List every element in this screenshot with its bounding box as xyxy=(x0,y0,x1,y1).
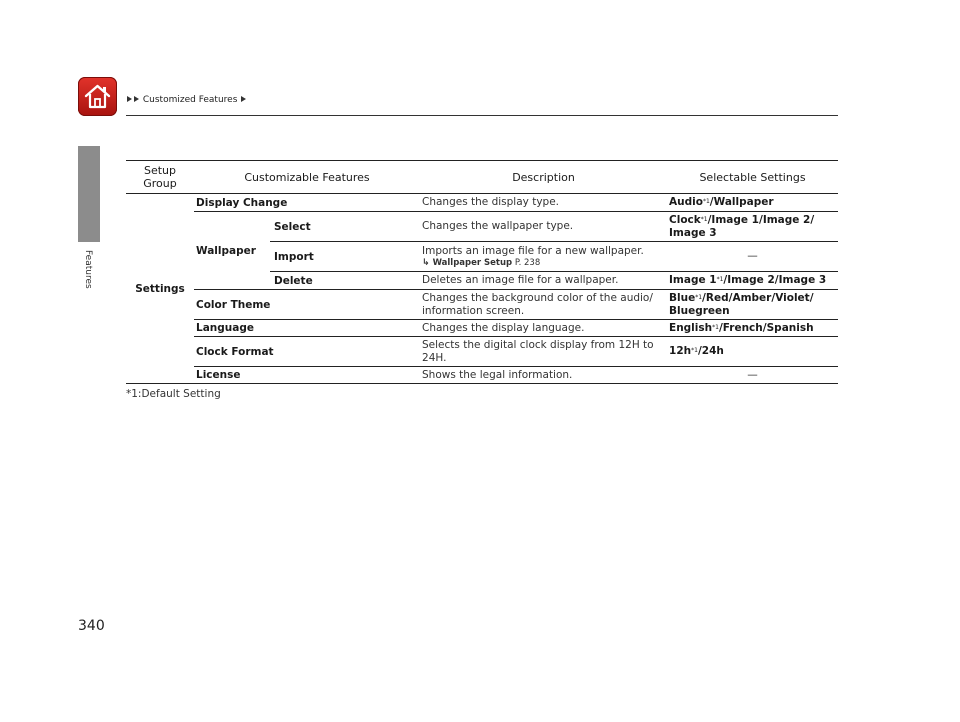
description: Deletes an image file for a wallpaper. xyxy=(420,272,667,290)
selectable-settings: Image 1$^{*1}$/Image 2/Image 3 xyxy=(667,272,838,290)
selectable-settings: English$^{*1}$/French/Spanish xyxy=(667,320,838,337)
description: Changes the wallpaper type. xyxy=(420,212,667,242)
section-tab xyxy=(78,146,100,242)
table-row xyxy=(126,320,838,337)
feature-color-theme: Color Theme xyxy=(194,290,420,320)
breadcrumb-arrow-icon xyxy=(127,96,132,102)
subfeature-delete: Delete xyxy=(270,272,420,290)
table-row xyxy=(126,290,838,320)
section-label: Features xyxy=(83,250,93,289)
subfeature-import: Import xyxy=(270,242,420,272)
breadcrumb-arrow-icon xyxy=(241,96,246,102)
breadcrumb-arrow-icon xyxy=(134,96,139,102)
feature-clock-format: Clock Format xyxy=(194,337,420,367)
table-header-row xyxy=(126,161,838,194)
table-row xyxy=(126,212,838,242)
subfeature-select: Select xyxy=(270,212,420,242)
selectable-settings: $12h^{*1}/24h$ xyxy=(667,337,838,367)
breadcrumb-label: Customized Features xyxy=(142,95,238,105)
description: Changes the background color of the audio/ information screen. xyxy=(420,290,667,320)
selectable-settings: Audio$^{*1}$/Wallpaper xyxy=(667,194,838,212)
header-description: Description xyxy=(420,161,667,194)
selectable-settings: — xyxy=(667,367,838,384)
header-setup-group: Setup Group xyxy=(126,161,194,194)
feature-language: Language xyxy=(194,320,420,337)
feature-display-change: Display Change xyxy=(194,194,420,212)
selectable-settings: Blue$^{*1}$/Red/Amber/Violet/ Bluegreen xyxy=(667,290,838,320)
header-divider xyxy=(126,115,838,116)
description: Selects the digital clock display from 12H to 24H. xyxy=(420,337,667,367)
header-customizable-features: Customizable Features xyxy=(194,161,420,194)
selectable-settings: — xyxy=(667,242,838,272)
feature-wallpaper: Wallpaper xyxy=(194,212,270,290)
selectable-settings: Clock$^{*1}$/Image 1/Image 2/ Image 3 xyxy=(667,212,838,242)
table-row xyxy=(126,194,838,212)
table-row xyxy=(126,337,838,367)
customizable-features-table xyxy=(126,160,838,384)
header-selectable-settings: Selectable Settings xyxy=(667,161,838,194)
feature-license: License xyxy=(194,367,420,384)
home-icon xyxy=(83,82,112,111)
description: Shows the legal information. xyxy=(420,367,667,384)
description: Imports an image file for a new wallpaper. ↳ Wallpaper Setup P. 238 xyxy=(420,242,667,272)
home-button[interactable] xyxy=(78,77,117,116)
description: Changes the display language. xyxy=(420,320,667,337)
breadcrumb[interactable] xyxy=(126,95,247,105)
setup-group-cell: Settings xyxy=(126,194,194,384)
footnote: *1:Default Setting xyxy=(126,388,221,400)
cross-reference-link[interactable]: ↳ Wallpaper Setup P. 238 xyxy=(422,257,541,268)
description: Changes the display type. xyxy=(420,194,667,212)
table-row xyxy=(126,367,838,384)
page-number: 340 xyxy=(78,618,105,634)
reference-arrow-icon: ↳ xyxy=(422,257,430,268)
